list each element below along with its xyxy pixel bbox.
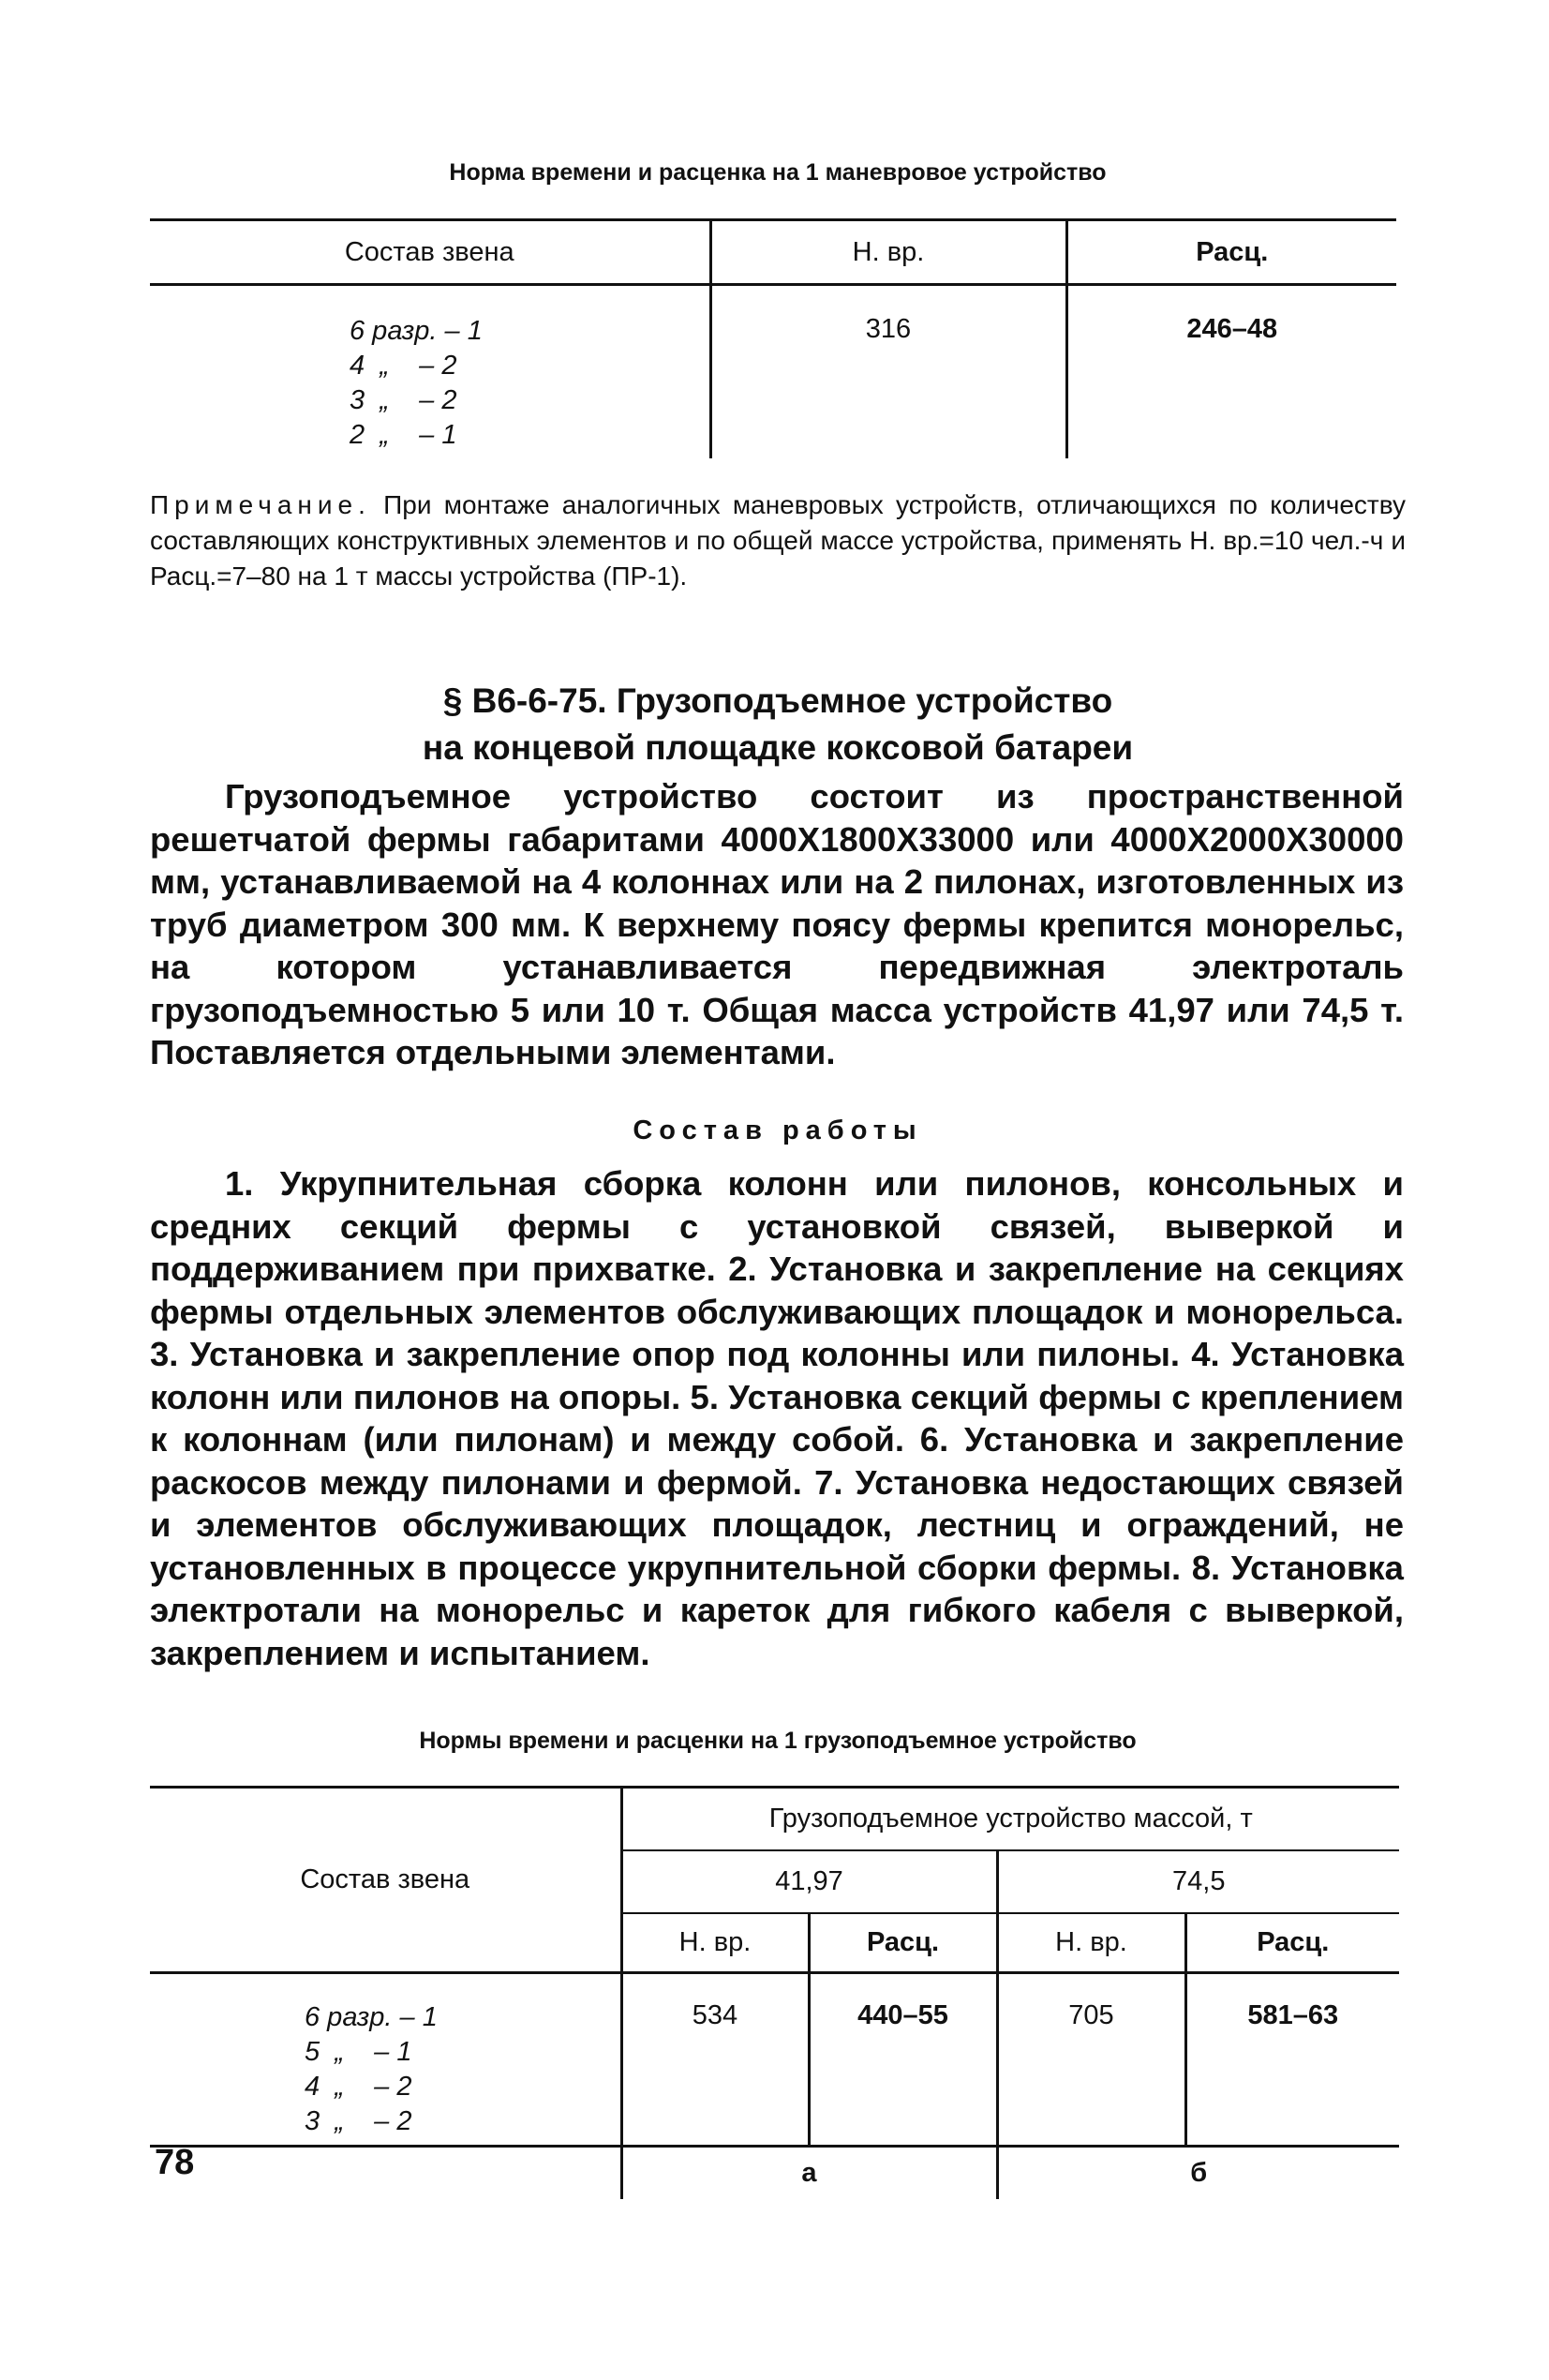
table1-header-norm: Н. вр.: [710, 220, 1066, 285]
table1-header-crew: Состав звена: [150, 220, 710, 285]
crew-line: 3 „ – 2: [350, 385, 457, 415]
table1-crew-cell: [150, 285, 710, 458]
table2-mass-1: 41,97: [621, 1850, 997, 1913]
table2-subheader-rate-1: Расц.: [809, 1913, 997, 1973]
table2-column-letter-a: а: [621, 2147, 997, 2199]
crew-line: 3 „ – 2: [305, 2106, 412, 2136]
table2-value: 534: [621, 1973, 809, 2147]
work-heading: Состав работы: [633, 1115, 923, 1145]
crew-line: 5 „ – 1: [305, 2037, 412, 2067]
table2-subheader-rate-2: Расц.: [1185, 1913, 1399, 1973]
table2-value: 440–55: [809, 1973, 997, 2147]
work-text: 1. Укрупнительная сборка колонн или пилонов, консольных и средних секций фермы с установкой связей, выверкой и поддерживанием при прихватке. 2. Установка и закрепление на секциях фермы отдельных элементов обслуживающих площадок и монорельса. 3. Установка и закрепление опор под колонны или пилоны. 4. Установка колонн или пилонов на опоры. 5. Установка секций фермы с креплением к колоннам (или пилонам) и между собой. 6. Установка и закрепление раскосов между пилонами и фермой. 7. Установка недостающих связей и элементов обслуживающих площадок, лестниц и ограждений, не установленных в процессе укрупнительной сборки фермы. 8. Установка электротали на монорельс и кареток для гибкого кабеля с выверкой, закреплением и испытанием.: [150, 1164, 1404, 1672]
table2-subheader-norm-1: Н. вр.: [621, 1913, 809, 1973]
crew-line: 6 разр. – 1: [305, 2002, 438, 2032]
table2-value: 705: [997, 1973, 1185, 2147]
table2-header-crew: Состав звена: [150, 1788, 621, 1973]
table1-caption: Норма времени и расценка на 1 маневровое устройство: [449, 159, 1107, 186]
table2: [150, 1786, 1399, 2199]
crew-line: 2 „ – 1: [350, 420, 457, 450]
table2-column-letter-b: б: [997, 2147, 1399, 2199]
table1-rate-value: 246–48: [1066, 285, 1396, 458]
table1-norm-value: 316: [710, 285, 1066, 458]
crew-line: 4 „ – 2: [305, 2072, 412, 2102]
section-title-line1: § В6-6-75. Грузоподъемное устройство: [442, 681, 1113, 720]
table1-header-rate: Расц.: [1066, 220, 1396, 285]
section-title-line2: на концевой площадке коксовой батареи: [422, 728, 1134, 767]
table1: [150, 218, 1396, 458]
page-number: 78: [155, 2143, 195, 2182]
note-label: Примечание.: [150, 490, 371, 519]
table2-group-header: Грузоподъемное устройство массой, т: [621, 1788, 1399, 1850]
crew-line: 6 разр. – 1: [350, 316, 483, 346]
note: [150, 487, 1406, 594]
table2-letter-empty: [150, 2147, 621, 2199]
table2-caption: Нормы времени и расценки на 1 грузоподъемное устройство: [419, 1728, 1137, 1754]
note-text: При монтаже аналогичных маневровых устройств, отличающихся по количеству составляющих конструктивных элементов и по общей массе устройства, применять Н. вр.=10 чел.-ч и Расц.=7–80 на 1 т массы устройства (ПР-1).: [150, 490, 1406, 591]
crew-line: 4 „ – 2: [350, 351, 457, 381]
table2-value: 581–63: [1185, 1973, 1399, 2147]
table2-mass-2: 74,5: [997, 1850, 1399, 1913]
section-title: [150, 678, 1406, 771]
table2-subheader-norm-2: Н. вр.: [997, 1913, 1185, 1973]
table2-crew-cell: [150, 1973, 621, 2147]
section-description: Грузоподъемное устройство состоит из пространственной решетчатой фермы габаритами 4000Х1800Х33000 или 4000Х2000Х30000 мм, устанавливаемой на 4 колоннах или на 2 пилонах, изготовленных из труб диаметром 300 мм. К верхнему поясу фермы крепится монорельс, на котором устанавливается передвижная электроталь грузоподъемностью 5 или 10 т. Общая масса устройств 41,97 или 74,5 т. Поставляется отдельными элементами.: [150, 777, 1404, 1071]
